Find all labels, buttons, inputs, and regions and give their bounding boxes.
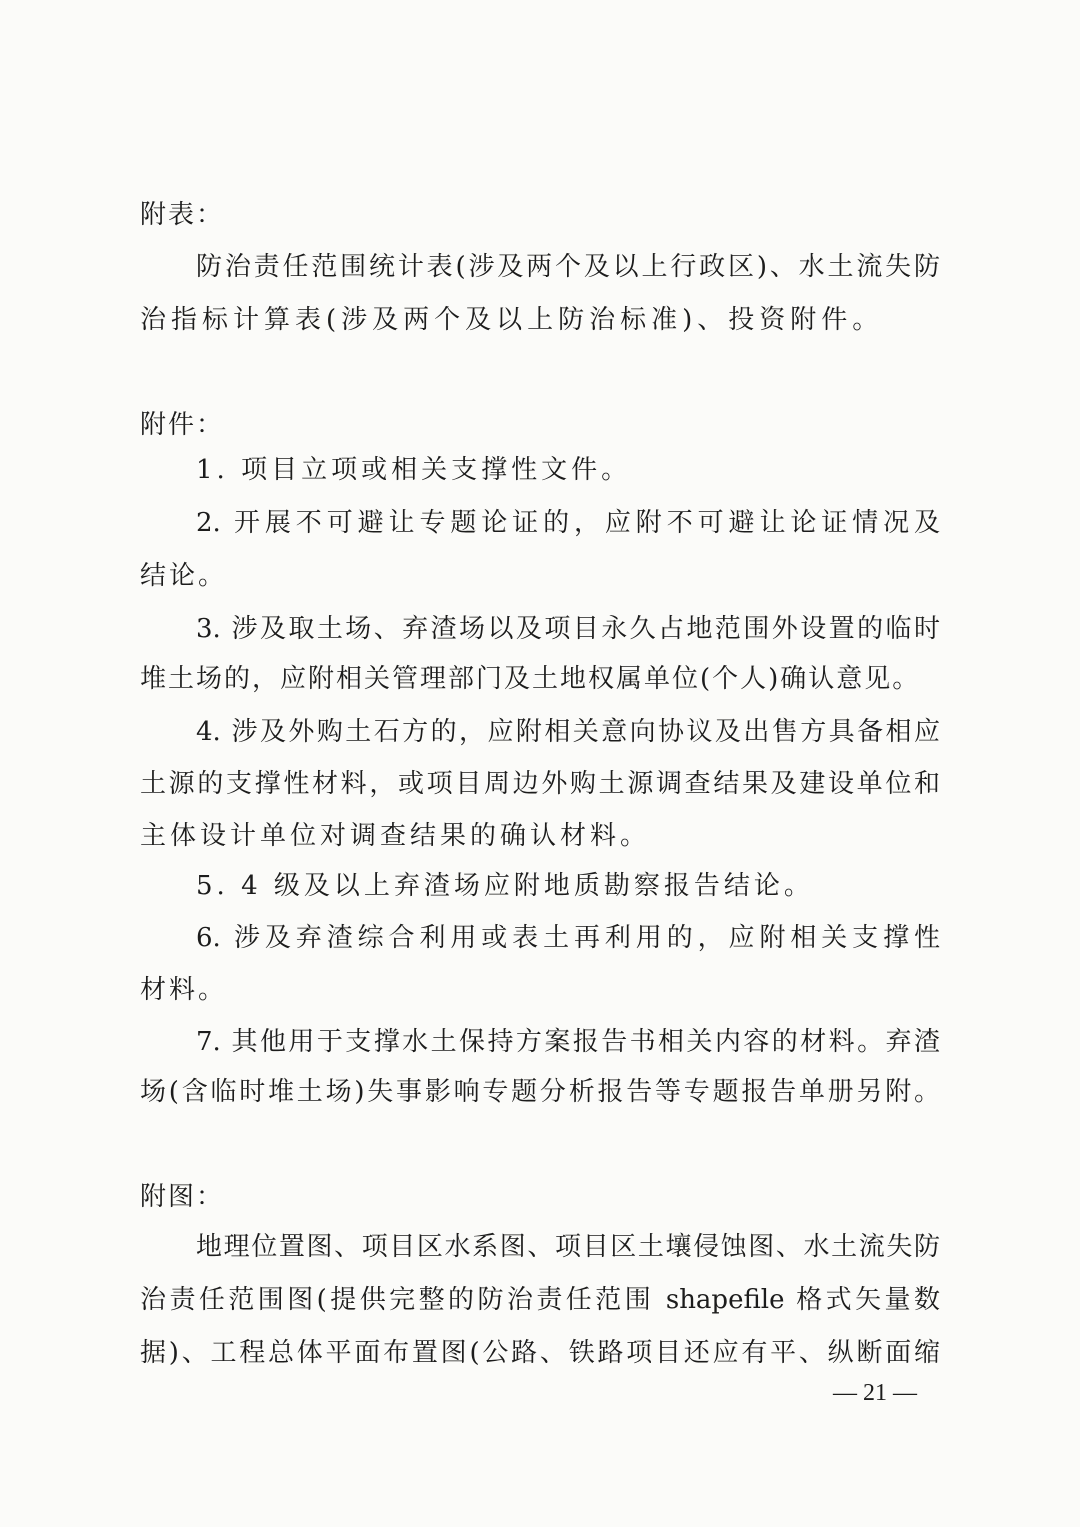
attachment-item-7-line-1: 7. 其他用于支撑水土保持方案报告书相关内容的材料。弃渣 bbox=[196, 1027, 940, 1057]
attachment-item-4-line-1: 4. 涉及外购土石方的，应附相关意向协议及出售方具备相应 bbox=[196, 717, 940, 747]
attachment-item-1: 1. 项目立项或相关支撑性文件。 bbox=[196, 455, 632, 485]
attachment-item-2-line-1: 2. 开展不可避让专题论证的，应附不可避让论证情况及 bbox=[196, 508, 940, 538]
attachment-item-2-line-2: 结论。 bbox=[140, 561, 228, 591]
appendix-tables-line-1: 防治责任范围统计表(涉及两个及以上行政区)、水土流失防 bbox=[196, 252, 940, 282]
attachment-item-7-line-2: 场(含临时堆土场)失事影响专题分析报告等专题报告单册另附。 bbox=[140, 1077, 940, 1107]
appendix-figures-heading: 附图： bbox=[140, 1182, 225, 1212]
appendix-tables-heading: 附表： bbox=[140, 200, 225, 230]
appendix-tables-line-2: 治指标计算表(涉及两个及以上防治标准)、投资附件。 bbox=[140, 305, 884, 335]
page-number: — 21 — bbox=[833, 1380, 917, 1406]
attachment-item-6-line-2: 材料。 bbox=[140, 975, 228, 1005]
attachments-heading: 附件： bbox=[140, 410, 225, 440]
attachment-item-5: 5. 4 级及以上弃渣场应附地质勘察报告结论。 bbox=[196, 871, 814, 901]
appendix-figures-line-1: 地理位置图、项目区水系图、项目区土壤侵蚀图、水土流失防 bbox=[196, 1232, 940, 1262]
attachment-item-3-line-1: 3. 涉及取土场、弃渣场以及项目永久占地范围外设置的临时 bbox=[196, 614, 940, 644]
attachment-item-4-line-3: 主体设计单位对调查结果的确认材料。 bbox=[140, 821, 651, 851]
attachment-item-3-line-2: 堆土场的，应附相关管理部门及土地权属单位(个人)确认意见。 bbox=[140, 664, 921, 694]
attachment-item-4-line-2: 土源的支撑性材料，或项目周边外购土源调查结果及建设单位和 bbox=[140, 769, 940, 799]
attachment-item-6-line-1: 6. 涉及弃渣综合利用或表土再利用的，应附相关支撑性 bbox=[196, 923, 940, 953]
appendix-figures-line-3: 据)、工程总体平面布置图(公路、铁路项目还应有平、纵断面缩 bbox=[140, 1338, 940, 1368]
appendix-figures-line-2: 治责任范围图(提供完整的防治责任范围 shapefile 格式矢量数 bbox=[140, 1285, 940, 1315]
